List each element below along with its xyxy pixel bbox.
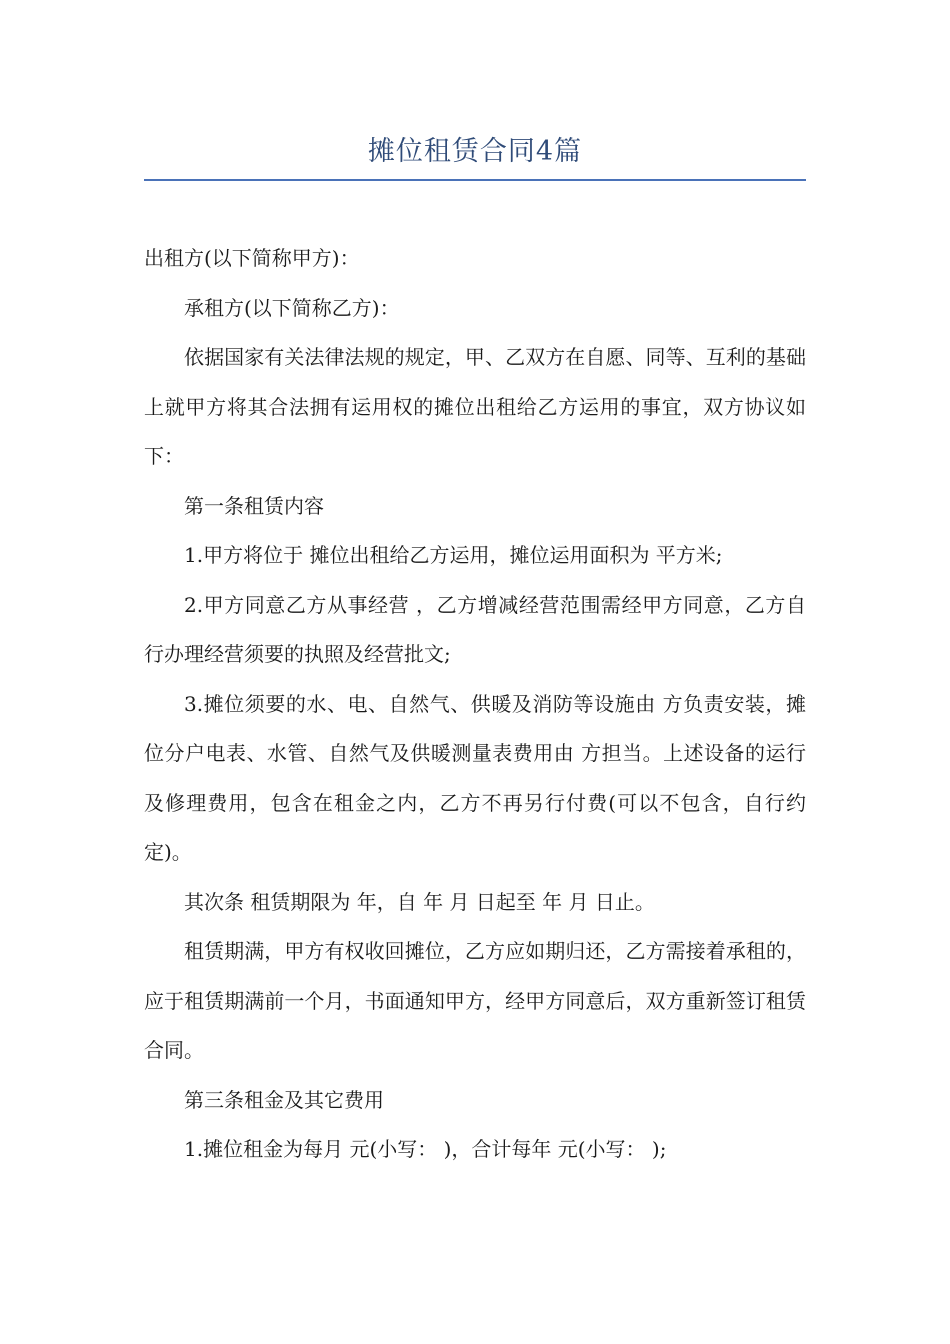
article-3-clause-1: 1.摊位租金为每月 元(小写： )，合计每年 元(小写： ); [184, 1137, 667, 1161]
article-1-heading: 第一条租赁内容 [184, 493, 324, 518]
article-1-clause-2: 2.甲方同意乙方从事经营 ，乙方增减经营范围需经甲方同意，乙方自行办理经营须要的执照及经营批文; [144, 592, 806, 666]
article-1-clause-3: 3.摊位须要的水、电、自然气、供暖及消防等设施由 方负责安装，摊位分户电表、水管、自然气及供暖测量表费用由 方担当。上述设备的运行及修理费用，包含在租金之内，乙方不再另行付费(可以不包含，自行约定)。 [144, 691, 806, 864]
document-title: 摊位租赁合同4篇 [367, 136, 583, 167]
title-underline [144, 179, 806, 181]
paragraph-lessee: 承租方(以下简称乙方)： [184, 295, 400, 320]
paragraph-preamble: 依据国家有关法律法规的规定，甲、乙双方在自愿、同等、互利的基础上就甲方将其合法拥有运用权的摊位出租给乙方运用的事宜，双方协议如下： [144, 345, 806, 468]
article-3-heading: 第三条租金及其它费用 [184, 1087, 384, 1112]
paragraph-lessor: 出租方(以下简称甲方)： [144, 246, 360, 270]
document-body [144, 234, 806, 1175]
article-2-renewal: 租赁期满，甲方有权收回摊位，乙方应如期归还，乙方需接着承租的，应于租赁期满前一个月，书面通知甲方，经甲方同意后，双方重新签订租赁合同。 [144, 939, 806, 1062]
article-1-clause-1: 1.甲方将位于 摊位出租给乙方运用，摊位运用面积为 平方米; [184, 543, 723, 567]
article-2-term: 其次条 租赁期限为 年，自 年 月 日起至 年 月 日止。 [184, 889, 655, 914]
